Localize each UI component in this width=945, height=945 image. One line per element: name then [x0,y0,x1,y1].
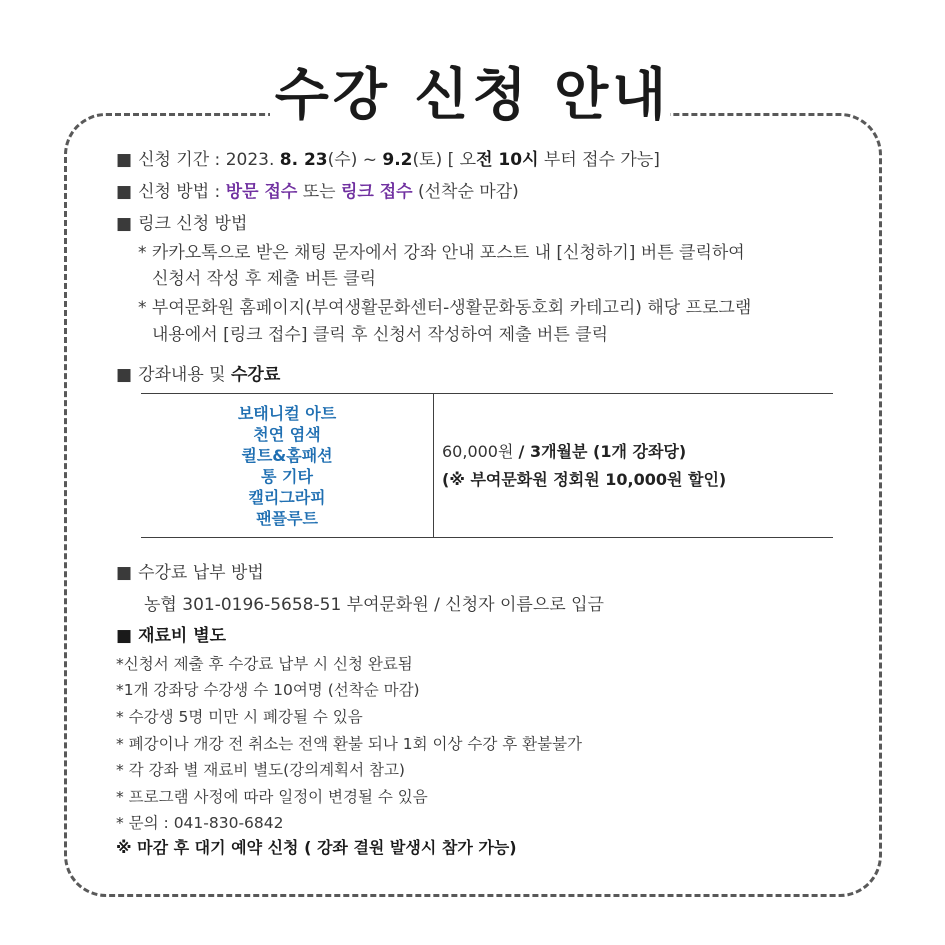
course-name: 퀼트&홈패션 [241,445,333,465]
note-item: * 문의 : 041-830-6842 [116,814,284,832]
square-bullet-icon: ■ [116,182,133,202]
course-name: 캘리그라피 [248,487,326,507]
period-start: 8. 23 [279,150,328,170]
course-heading-prefix: 강좌내용 및 [138,365,226,385]
square-bullet-icon: ■ [116,365,133,385]
course-name: 통 기타 [261,466,313,486]
course-name: 보태니컬 아트 [237,403,337,423]
method-link: 링크 접수 [340,182,413,202]
link-method-item1-line2: 신청서 작성 후 제출 버튼 클릭 [152,269,377,289]
course-fee-period: / 3개월분 (1개 강좌당) [518,441,687,461]
material-heading-text: 재료비 별도 [138,626,227,646]
link-method-item1-line1: * 카카오톡으로 받은 채팅 문자에서 강좌 안내 포스트 내 [신청하기] 버튼 클릭하여 [138,243,745,263]
square-bullet-icon: ■ [116,563,133,583]
course-names-cell [141,394,434,538]
course-fee-cell [434,394,834,538]
square-bullet-icon: ■ [116,150,133,170]
course-name: 천연 염색 [253,424,321,444]
square-bullet-icon: ■ [116,214,133,234]
payment-heading [116,562,264,584]
waitlist-note: ※ 마감 후 대기 예약 신청 ( 강좌 결원 발생시 참가 가능) [116,838,517,857]
payment-heading-text: 수강료 납부 방법 [138,563,264,583]
link-method-item2-line1: * 부여문화원 홈페이지(부여생활문화센터-생활문화동호회 카테고리) 해당 프로그램 [138,298,752,318]
period-start-day: (수) ~ [327,150,377,170]
course-name: 팬플루트 [256,508,318,528]
note-item: * 프로그램 사정에 따라 일정이 변경될 수 있음 [116,788,428,806]
course-table [141,393,833,538]
link-method-heading [116,213,247,235]
course-heading-bold: 수강료 [230,365,281,385]
link-method-item2-line2: 내용에서 [링크 접수] 클릭 후 신청서 작성하여 제출 버튼 클릭 [152,325,609,345]
link-method-heading-text: 링크 신청 방법 [138,214,248,234]
method-visit: 방문 접수 [225,182,298,202]
period-time: 전 10시 [476,150,539,170]
note-item: * 폐강이나 개강 전 취소는 전액 환불 되나 1회 이상 수강 후 환불불가 [116,735,583,753]
note-item: *1개 강좌당 수강생 수 10여명 (선착순 마감) [116,681,420,699]
method-note: (선착순 마감) [418,182,519,202]
note-item: *신청서 제출 후 수강료 납부 시 신청 완료됨 [116,655,413,673]
course-fee: 60,000원 [442,441,514,461]
material-heading [116,625,226,647]
payment-account: 농협 301-0196-5658-51 부여문화원 / 신청자 이름으로 입금 [144,595,604,615]
period-line [116,149,660,171]
course-heading [116,364,280,386]
period-end-day: (토) [ 오 [412,150,477,170]
method-line [116,181,519,203]
period-time-rest: 부터 접수 가능] [543,150,660,170]
method-or: 또는 [302,182,336,202]
note-item: * 수강생 5명 미만 시 폐강될 수 있음 [116,708,363,726]
square-bullet-icon: ■ [116,626,133,646]
course-discount: (※ 부여문화원 정회원 10,000원 할인) [442,469,727,489]
page-title: 수강 신청 안내 [274,63,671,128]
method-label: 신청 방법 : [138,182,221,202]
note-item: * 각 강좌 별 재료비 별도(강의계획서 참고) [116,761,405,779]
period-end: 9.2 [382,150,413,170]
period-label: 신청 기간 : 2023. [138,150,275,170]
